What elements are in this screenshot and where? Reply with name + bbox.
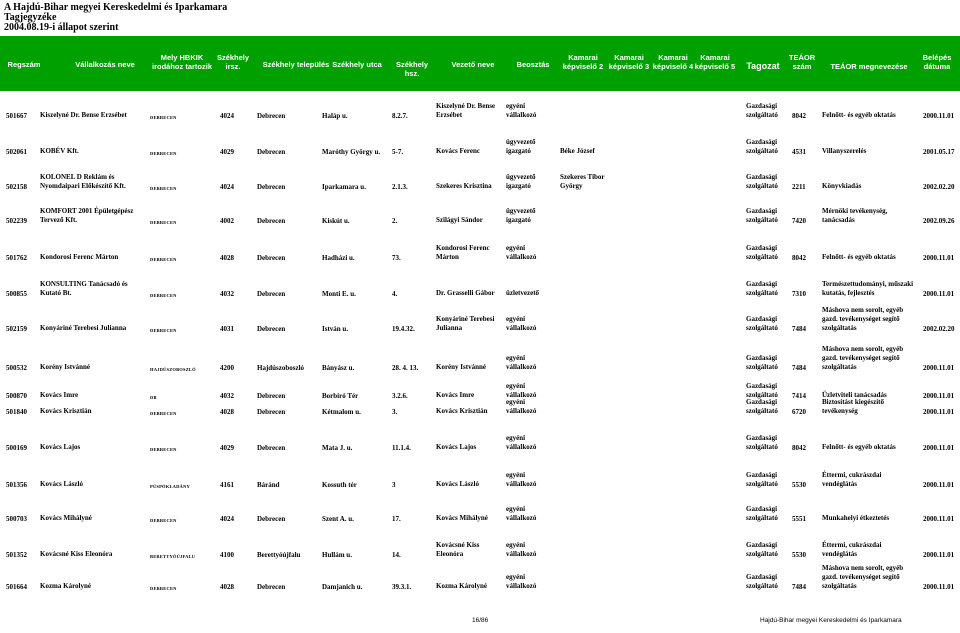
cell-name: Kovács Mihályné: [40, 514, 92, 522]
cell-hsz: 19.4.32.: [392, 325, 415, 333]
cell-city: DEBRECEN: [150, 328, 177, 333]
cell-teor-name: Éttermi, cukrászdai vendéglátás: [822, 471, 882, 488]
cell-role: egyéni vállalkozó: [506, 434, 537, 451]
cell-city: DEBRECEN: [150, 411, 177, 416]
cell-kk2: Béke József: [560, 147, 595, 155]
cell-street: Maróthy György u.: [322, 148, 381, 156]
cell-city: DEBRECEN: [150, 518, 177, 523]
cell-leader: Kovács László: [436, 480, 479, 488]
cell-leader: Kovács Mihályné: [436, 514, 488, 522]
cell-teor-name: Üzletviteli tanácsadás: [822, 391, 887, 399]
cell-town: Debrecen: [257, 290, 286, 298]
cell-date: 2002.02.20: [923, 183, 955, 191]
cell-regszam: 500532: [6, 364, 27, 372]
cell-hsz: 4.: [392, 290, 398, 298]
cell-teor-name: Máshova nem sorolt, egyéb gazd. tevékenységet segítő szolgáltatás: [822, 564, 904, 590]
cell-name: KOLONEL D Reklám és Nyomdaipari Előkészítő Kft.: [40, 173, 126, 190]
title-line-3: 2004.08.19-i állapot szerint: [4, 22, 119, 33]
cell-name: Korény Istvánné: [40, 363, 90, 371]
cell-regszam: 502158: [6, 183, 27, 191]
cell-date: 2001.05.17: [923, 148, 955, 156]
cell-tagozat: Gazdasági szolgáltató: [746, 280, 778, 297]
cell-leader: Kovács Krisztián: [436, 407, 488, 415]
cell-irsz: 4002: [220, 217, 234, 225]
cell-teor: 8042: [792, 254, 806, 262]
cell-tagozat: Gazdasági szolgáltató: [746, 471, 778, 488]
cell-teor-name: Villanyszerelés: [822, 147, 867, 155]
footer-org: Hajdú-Bihar megyei Kereskedelmi és Iparkamara: [760, 617, 902, 624]
cell-teor-name: Éttermi, cukrászdai vendéglátás: [822, 541, 882, 558]
cell-date: 2000.11.01: [923, 290, 955, 298]
cell-role: egyéni vállalkozó: [506, 354, 537, 371]
cell-hsz: 2.1.3.: [392, 183, 408, 191]
cell-teor-name: Máshova nem sorolt, egyéb gazd. tevékenységet segítő szolgáltatás: [822, 306, 904, 332]
cell-town: Debrecen: [257, 392, 286, 400]
cell-town: Báránd: [257, 481, 280, 489]
cell-street: Kétmalom u.: [322, 408, 361, 416]
cell-regszam: 501356: [6, 481, 27, 489]
cell-role: ügyvezető igazgató: [506, 207, 536, 224]
cell-leader: Dr. Grasselli Gábor: [436, 289, 495, 297]
cell-name: KOMFORT 2001 Épületgépész Tervező Kft.: [40, 207, 134, 224]
cell-hsz: 73.: [392, 254, 401, 262]
cell-name: Kovács Krisztián: [40, 407, 92, 415]
cell-irsz: 4024: [220, 183, 234, 191]
cell-date: 2000.11.01: [923, 112, 955, 120]
cell-town: Debrecen: [257, 408, 286, 416]
cell-date: 2000.11.01: [923, 583, 955, 591]
cell-street: Mata J. u.: [322, 444, 353, 452]
table-row: [0, 163, 960, 193]
cell-teor-name: Munkahelyi étkeztetés: [822, 514, 890, 522]
table-row: [0, 92, 960, 122]
header-teor-megnev: TEÁOR megnevezése: [830, 62, 908, 71]
cell-date: 2000.11.01: [923, 364, 955, 372]
cell-name: Konyáriné Terebesi Julianna: [40, 324, 127, 332]
table-row: [0, 495, 960, 525]
cell-kk2: Szekeres Tibor György: [560, 173, 605, 190]
table-row: [0, 270, 960, 300]
cell-teor-name: Természettudományi, műszaki kutatás, fejlesztés: [822, 280, 914, 297]
table-row: [0, 305, 960, 335]
cell-date: 2000.11.01: [923, 444, 955, 452]
cell-teor: 8042: [792, 112, 806, 120]
cell-street: Monti E. u.: [322, 290, 356, 298]
table-row: [0, 197, 960, 227]
cell-tagozat: Gazdasági szolgáltató: [746, 244, 778, 261]
cell-leader: Kondorosi Ferenc Márton: [436, 244, 490, 261]
cell-name: Kovács László: [40, 480, 83, 488]
cell-street: Haláp u.: [322, 112, 348, 120]
cell-name: KOBÉV Kft.: [40, 147, 79, 155]
cell-hsz: 5-7.: [392, 148, 404, 156]
cell-irsz: 4028: [220, 583, 234, 591]
table-row: [0, 344, 960, 374]
cell-leader: Kovács Ferenc: [436, 147, 480, 155]
header-kk4: Kamarai képviselő 4: [652, 53, 694, 71]
cell-tagozat: Gazdasági szolgáltató: [746, 315, 778, 332]
cell-irsz: 4200: [220, 364, 234, 372]
cell-teor: 5530: [792, 551, 806, 559]
cell-leader: Szekeres Krisztina: [436, 182, 492, 190]
table-row: [0, 128, 960, 158]
cell-leader: Konyáriné Terebesi Julianna: [436, 315, 495, 332]
cell-city: HAJDÚSZOBOSZLÓ: [150, 367, 196, 372]
cell-role: egyéni vállalkozó: [506, 244, 537, 261]
cell-role: egyéni vállalkozó: [506, 573, 537, 590]
cell-hsz: 3.: [392, 408, 398, 416]
cell-leader: Kiszelyné Dr. Bense Erzsébet: [436, 102, 496, 119]
cell-name: Kondorosi Ferenc Márton: [40, 253, 119, 261]
table-row: [0, 388, 960, 418]
cell-irsz: 4024: [220, 515, 234, 523]
cell-role: egyéni vállalkozó: [506, 102, 537, 119]
cell-teor-name: Felnőtt- és egyéb oktatás: [822, 253, 896, 261]
header-utca: Székhely utca: [332, 60, 382, 69]
header-hsz: Székhely hsz.: [395, 60, 429, 78]
table-row: [0, 234, 960, 264]
cell-city: DEBRECEN: [150, 115, 177, 120]
cell-city: DEBRECEN: [150, 257, 177, 262]
cell-irsz: 4031: [220, 325, 234, 333]
cell-city: DEBRECEN: [150, 186, 177, 191]
cell-tagozat: Gazdasági szolgáltató: [746, 207, 778, 224]
table-header: [0, 36, 960, 91]
cell-city: BERETTYÓÚJFALU: [150, 554, 196, 559]
cell-name: Kozma Károlyné: [40, 582, 92, 590]
cell-town: Debrecen: [257, 112, 286, 120]
table-row: [0, 531, 960, 561]
cell-tagozat: Gazdasági szolgáltató: [746, 541, 778, 558]
cell-hsz: 14.: [392, 551, 401, 559]
cell-town: Berettyóújfalu: [257, 551, 301, 559]
cell-street: Hullám u.: [322, 551, 352, 559]
cell-city: DEBRECEN: [150, 447, 177, 452]
cell-leader: Kovács Lajos: [436, 443, 477, 451]
cell-tagozat: Gazdasági szolgáltató: [746, 573, 778, 590]
page-number: 16/86: [472, 617, 489, 624]
cell-role: egyéni vállalkozó: [506, 541, 537, 558]
cell-teor-name: Máshova nem sorolt, egyéb gazd. tevékenységet segítő szolgáltatás: [822, 345, 904, 371]
cell-teor: 7484: [792, 364, 806, 372]
cell-town: Debrecen: [257, 217, 286, 225]
cell-irsz: 4024: [220, 112, 234, 120]
cell-town: Debrecen: [257, 254, 286, 262]
cell-street: Hadházi u.: [322, 254, 355, 262]
cell-date: 2000.11.01: [923, 481, 955, 489]
cell-teor: 7310: [792, 290, 806, 298]
cell-date: 2002.09.26: [923, 217, 955, 225]
cell-irsz: 4100: [220, 551, 234, 559]
title-line-1: A Hajdú-Bihar megyei Kereskedelmi és Iparkamara: [4, 2, 228, 13]
cell-teor: 7414: [792, 392, 806, 400]
header-irsz: Székhely irsz.: [216, 53, 250, 71]
cell-city: DEBRECEN: [150, 220, 177, 225]
cell-role: egyéni vállalkozó: [506, 315, 537, 332]
header-vallalkozas: Vállalkozás neve: [75, 60, 135, 69]
cell-teor-name: Mérnöki tevékenység, tanácsadás: [822, 207, 888, 224]
header-tagozat: Tagozat: [746, 61, 780, 71]
cell-city: DEBRECEN: [150, 586, 177, 591]
cell-street: István u.: [322, 325, 349, 333]
cell-teor: 5551: [792, 515, 806, 523]
cell-teor: 7484: [792, 583, 806, 591]
title-line-2: Tagjegyzéke: [4, 12, 57, 23]
cell-date: 2000.11.01: [923, 254, 955, 262]
cell-tagozat: Gazdasági szolgáltató: [746, 102, 778, 119]
cell-teor-name: Felnőtt- és egyéb oktatás: [822, 443, 896, 451]
cell-role: egyéni vállalkozó: [506, 398, 537, 415]
cell-tagozat: Gazdasági szolgáltató: [746, 505, 778, 522]
cell-irsz: 4029: [220, 148, 234, 156]
document-title: [4, 3, 227, 33]
cell-tagozat: Gazdasági szolgáltató: [746, 138, 778, 155]
header-telepules: Székhely település: [262, 60, 330, 69]
header-beosztas: Beosztás: [516, 60, 550, 69]
cell-regszam: 502159: [6, 325, 27, 333]
cell-regszam: 501352: [6, 551, 27, 559]
cell-teor: 7484: [792, 325, 806, 333]
cell-irsz: 4028: [220, 254, 234, 262]
header-iroda: Mely HBKIK irodához tartozik: [151, 53, 212, 71]
cell-role: egyéni vállalkozó: [506, 505, 537, 522]
cell-town: Hajdúszoboszló: [257, 364, 305, 372]
cell-regszam: 500169: [6, 444, 27, 452]
cell-regszam: 502061: [6, 148, 27, 156]
cell-teor: 2211: [792, 183, 806, 191]
cell-street: Damjanich u.: [322, 583, 363, 591]
cell-hsz: 11.1.4.: [392, 444, 411, 452]
cell-date: 2000.11.01: [923, 551, 955, 559]
cell-name: Kovácsné Kiss Eleonóra: [40, 550, 113, 558]
cell-teor-name: Felnőtt- és egyéb oktatás: [822, 111, 896, 119]
header-kk2: Kamarai képviselő 2: [562, 53, 604, 71]
cell-street: Kossuth tér: [322, 481, 357, 489]
cell-street: Bányász u.: [322, 364, 355, 372]
cell-name: Kiszelyné Dr. Bense Erzsébet: [40, 111, 127, 119]
cell-hsz: 3: [392, 481, 396, 489]
cell-leader: Szilágyi Sándor: [436, 216, 483, 224]
cell-teor: 5530: [792, 481, 806, 489]
cell-name: KONSULTING Tanácsadó és Kutató Bt.: [40, 280, 128, 297]
cell-street: Kiskút u.: [322, 217, 350, 225]
cell-teor: 6720: [792, 408, 806, 416]
header-teor: TEÁOR szám: [788, 53, 816, 71]
cell-leader: Kovács Imre: [436, 391, 475, 399]
cell-leader: Kozma Károlyné: [436, 582, 488, 590]
cell-city: DEBRECEN: [150, 293, 177, 298]
cell-irsz: 4032: [220, 290, 234, 298]
cell-tagozat: Gazdasági szolgáltató: [746, 434, 778, 451]
cell-regszam: 500855: [6, 290, 27, 298]
cell-hsz: 2.: [392, 217, 398, 225]
cell-regszam: 501664: [6, 583, 27, 591]
cell-irsz: 4028: [220, 408, 234, 416]
cell-hsz: 17.: [392, 515, 401, 523]
cell-hsz: 3.2.6.: [392, 392, 408, 400]
cell-teor-name: Biztosítást kiegészítő tevékenység: [822, 398, 885, 415]
header-belepes: Belépés dátuma: [922, 53, 952, 71]
cell-irsz: 4032: [220, 392, 234, 400]
table-row: [0, 424, 960, 454]
cell-city: DB: [150, 395, 157, 400]
cell-regszam: 501762: [6, 254, 27, 262]
cell-leader: Korény Istvánné: [436, 363, 486, 371]
cell-town: Debrecen: [257, 444, 286, 452]
cell-hsz: 8.2.7.: [392, 112, 408, 120]
cell-role: üzletvezető: [506, 289, 540, 297]
cell-town: Debrecen: [257, 183, 286, 191]
cell-regszam: 501840: [6, 408, 27, 416]
cell-town: Debrecen: [257, 148, 286, 156]
cell-irsz: 4161: [220, 481, 234, 489]
cell-name: Kovács Imre: [40, 391, 79, 399]
cell-regszam: 501667: [6, 112, 27, 120]
cell-date: 2002.02.20: [923, 325, 955, 333]
cell-leader: Kovácsné Kiss Eleonóra: [436, 541, 480, 558]
cell-role: egyéni vállalkozó: [506, 382, 537, 399]
cell-teor-name: Könyvkiadás: [822, 182, 862, 190]
cell-teor: 7420: [792, 217, 806, 225]
cell-date: 2000.11.01: [923, 515, 955, 523]
cell-street: Iparkamara u.: [322, 183, 366, 191]
cell-teor: 4531: [792, 148, 806, 156]
cell-name: Kovács Lajos: [40, 443, 81, 451]
cell-hsz: 28. 4. 13.: [392, 364, 419, 372]
header-vezeto: Vezető neve: [451, 60, 495, 69]
header-regszam: Regszám: [7, 60, 41, 69]
cell-regszam: 502239: [6, 217, 27, 225]
cell-town: Debrecen: [257, 515, 286, 523]
cell-city: PÜSPÖKLADÁNY: [150, 484, 190, 489]
cell-regszam: 500870: [6, 392, 27, 400]
cell-role: ügyvezető igazgató: [506, 173, 536, 190]
header-kk3: Kamarai képviselő 3: [608, 53, 650, 71]
cell-role: ügyvezető igazgató: [506, 138, 536, 155]
cell-role: egyéni vállalkozó: [506, 471, 537, 488]
cell-tagozat: Gazdasági szolgáltató: [746, 382, 778, 399]
table-row: [0, 563, 960, 593]
cell-tagozat: Gazdasági szolgáltató: [746, 173, 778, 190]
cell-street: Szent A. u.: [322, 515, 354, 523]
cell-town: Debrecen: [257, 583, 286, 591]
cell-teor: 8042: [792, 444, 806, 452]
cell-street: Borbíró Tér: [322, 392, 359, 400]
cell-hsz: 39.3.1.: [392, 583, 412, 591]
cell-regszam: 500703: [6, 515, 27, 523]
cell-tagozat: Gazdasági szolgáltató: [746, 398, 778, 415]
cell-town: Debrecen: [257, 325, 286, 333]
table-row: [0, 461, 960, 491]
cell-tagozat: Gazdasági szolgáltató: [746, 354, 778, 371]
cell-date: 2000.11.01: [923, 408, 955, 416]
cell-irsz: 4029: [220, 444, 234, 452]
cell-city: DEBRECEN: [150, 151, 177, 156]
header-kk5: Kamarai képviselő 5: [694, 53, 736, 71]
cell-date: 2000.11.01: [923, 392, 955, 400]
